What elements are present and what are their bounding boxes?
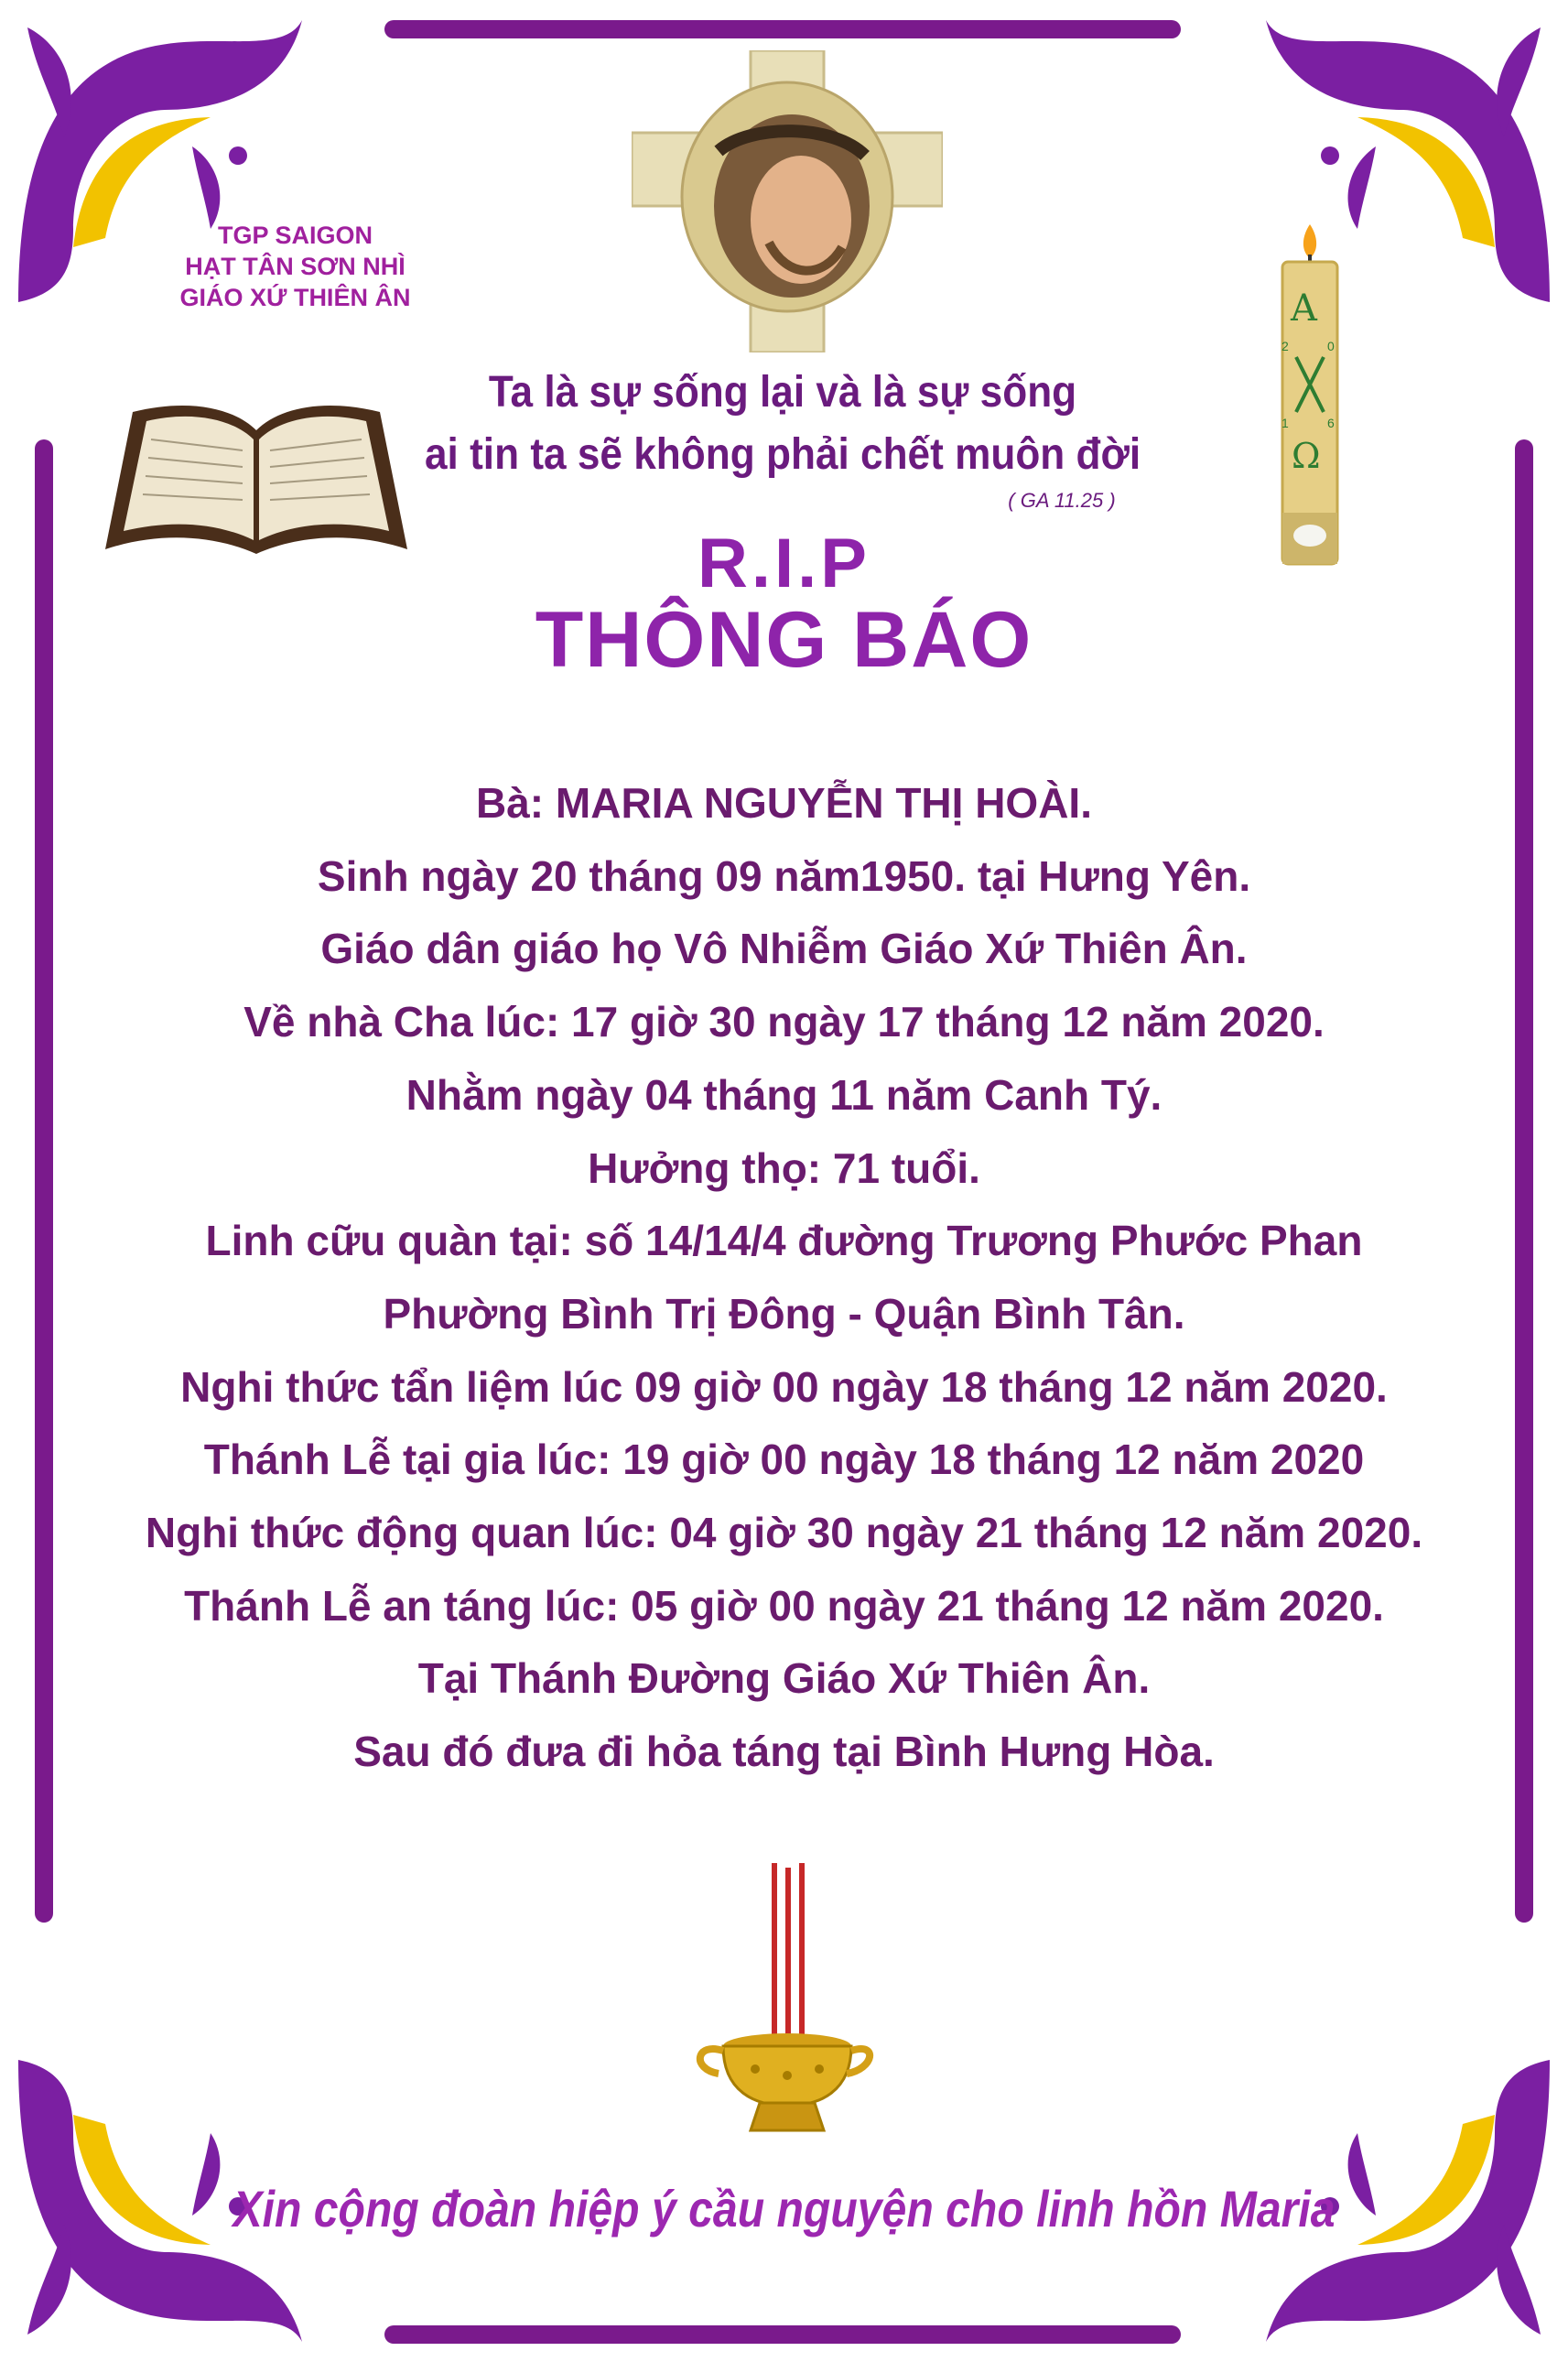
parish-header	[119, 220, 471, 313]
announcement-line: Giáo dân giáo họ Vô Nhiễm Giáo Xứ Thiên Ân.	[320, 925, 1248, 973]
candle-year-digit: 6	[1327, 416, 1335, 430]
parish-line: HẠT TÂN SƠN NHÌ	[185, 253, 406, 280]
scripture-reference: ( GA 11.25 )	[1008, 489, 1116, 512]
scripture-line: Ta là sự sống lại và là sự sống	[488, 368, 1077, 417]
page-title: THÔNG BÁO	[535, 596, 1033, 684]
rip-heading: R.I.P	[697, 525, 871, 602]
announcement-line: Hưởng thọ: 71 tuổi.	[588, 1143, 980, 1192]
crucifix-icon	[632, 50, 943, 352]
candle-omega: Ω	[1292, 436, 1321, 476]
announcement-line: Thánh Lễ an táng lúc: 05 giờ 00 ngày 21 tháng 12 năm 2020.	[184, 1581, 1384, 1630]
announcement-line: Linh cữu quàn tại: số 14/14/4 đường Trương Phước Phan	[205, 1217, 1363, 1265]
candle-alpha: A	[1291, 287, 1317, 330]
announcement-line: Thánh Lễ tại gia lúc: 19 giờ 00 ngày 18 tháng 12 năm 2020	[203, 1436, 1365, 1484]
incense-burner-icon	[682, 1863, 883, 2138]
scripture-line: ai tin ta sẽ không phải chết muôn đời	[425, 430, 1141, 479]
paschal-candle-icon	[1278, 220, 1342, 568]
closing-prayer: Xin cộng đoàn hiệp ý cầu nguyện cho linh hồn Maria	[232, 2180, 1336, 2237]
announcement-line: Bà: MARIA NGUYỄN THỊ HOÀI.	[476, 779, 1092, 827]
announcement-line: Sinh ngày 20 tháng 09 năm1950. tại Hưng Yên.	[317, 851, 1251, 900]
announcement-body	[55, 767, 1513, 1789]
announcement-line: Phường Bình Trị Đông - Quận Bình Tân.	[383, 1289, 1185, 1338]
candle-year-digit: 0	[1327, 339, 1335, 353]
announcement-line: Về nhà Cha lúc: 17 giờ 30 ngày 17 tháng 12 năm 2020.	[243, 998, 1325, 1046]
announcement-line: Nhằm ngày 04 tháng 11 năm Canh Tý.	[406, 1070, 1162, 1119]
announcement-line: Nghi thức tẩn liệm lúc 09 giờ 00 ngày 18 tháng 12 năm 2020.	[180, 1362, 1388, 1411]
frame-bottom-bar	[384, 2325, 1181, 2344]
candle-year-digit: 1	[1281, 416, 1289, 430]
announcement-line: Sau đó đưa đi hỏa táng tại Bình Hưng Hòa.	[353, 1728, 1215, 1776]
announcement-line: Tại Thánh Đường Giáo Xứ Thiên Ân.	[417, 1654, 1151, 1703]
parish-line: TGP SAIGON	[217, 222, 373, 249]
frame-top-bar	[384, 20, 1181, 38]
parish-line: GIÁO XỨ THIÊN ÂN	[179, 284, 411, 311]
announcement-line: Nghi thức động quan lúc: 04 giờ 30 ngày 21 tháng 12 năm 2020.	[145, 1509, 1423, 1557]
scripture-quote	[425, 362, 1141, 486]
candle-year-digit: 2	[1281, 339, 1289, 353]
